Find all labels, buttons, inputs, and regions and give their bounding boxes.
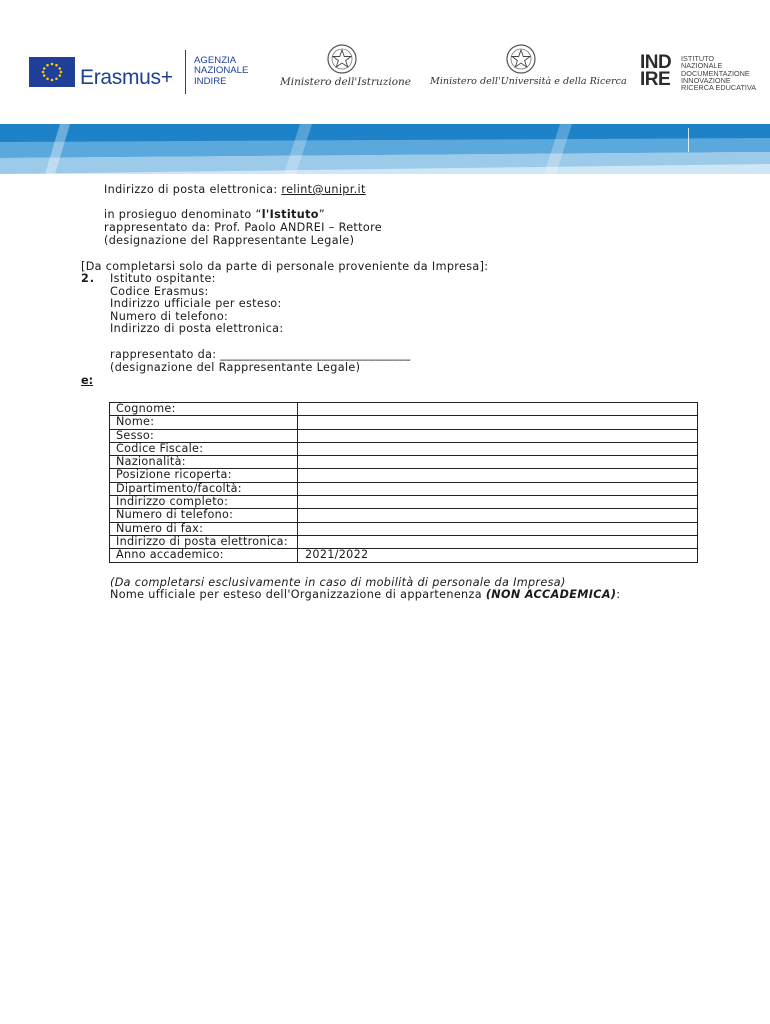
table-row bbox=[110, 403, 698, 416]
field-label: Anno accademico: bbox=[110, 549, 298, 562]
field-label: Codice Fiscale: bbox=[110, 442, 298, 455]
rappresentato-blank: rappresentato da: ________________________________ bbox=[110, 348, 411, 361]
email-line bbox=[104, 183, 366, 196]
ministry-university-logo: Ministero dell'Università e della Ricerca bbox=[430, 76, 627, 87]
table-row bbox=[110, 509, 698, 522]
field-label: Nome: bbox=[110, 416, 298, 429]
indire-logo-line: IND bbox=[640, 52, 672, 73]
indire-name-line: RICERCA EDUCATIVA bbox=[681, 83, 757, 93]
field-istituto-ospitante: Istituto ospitante: bbox=[110, 272, 216, 285]
field-label: Nazionalità: bbox=[110, 456, 298, 469]
erasmus-plus-logo-text: Erasmus+ bbox=[80, 66, 173, 89]
denominato-suffix: ” bbox=[318, 208, 325, 221]
non-accademica-label: (NON ACCADEMICA) bbox=[485, 588, 617, 601]
table-row bbox=[110, 496, 698, 509]
field-label: Numero di fax: bbox=[110, 522, 298, 535]
field-label: Indirizzo completo: bbox=[110, 496, 298, 509]
field-value[interactable] bbox=[298, 469, 698, 482]
field-indirizzo-ufficiale: Indirizzo ufficiale per esteso: bbox=[110, 297, 282, 310]
table-row bbox=[110, 482, 698, 495]
italian-emblem-icon bbox=[325, 42, 359, 79]
section-number: 2. bbox=[81, 272, 96, 285]
indire-logo bbox=[640, 54, 671, 88]
denominato-prefix: in prosieguo denominato “ bbox=[104, 208, 262, 221]
indire-logo-line: IRE bbox=[640, 69, 671, 90]
logo-divider bbox=[185, 50, 186, 94]
indire-name-line: INNOVAZIONE bbox=[681, 75, 731, 85]
field-numero-telefono: Numero di telefono: bbox=[110, 310, 229, 323]
agency-line: NAZIONALE bbox=[194, 65, 249, 77]
e-label: e: bbox=[81, 374, 94, 387]
table-row bbox=[110, 469, 698, 482]
impresa-note: [Da completarsi solo da parte di personale proveniente da Impresa]: bbox=[81, 260, 489, 273]
rappresentato-line: rappresentato da: Prof. Paolo ANDREI – Rettore bbox=[104, 221, 383, 234]
field-label: Sesso: bbox=[110, 429, 298, 442]
denominato-line bbox=[104, 208, 325, 221]
email-link[interactable]: relint@unipr.it bbox=[281, 183, 366, 196]
italian-emblem-icon bbox=[504, 42, 538, 79]
table-row bbox=[110, 522, 698, 535]
field-posta-elettronica: Indirizzo di posta elettronica: bbox=[110, 322, 284, 335]
organization-line bbox=[110, 588, 620, 601]
header-banner bbox=[0, 124, 770, 174]
personal-data-table bbox=[109, 402, 698, 563]
field-value[interactable] bbox=[298, 416, 698, 429]
agenzia-nazionale-logo bbox=[194, 56, 248, 87]
field-value[interactable] bbox=[298, 522, 698, 535]
field-value[interactable] bbox=[298, 535, 698, 548]
field-value[interactable] bbox=[298, 482, 698, 495]
table-row bbox=[110, 416, 698, 429]
table-row bbox=[110, 535, 698, 548]
ministry-education-logo: Ministero dell'Istruzione bbox=[280, 76, 411, 88]
email-label: Indirizzo di posta elettronica: bbox=[104, 183, 278, 196]
field-value[interactable]: 2021/2022 bbox=[298, 549, 698, 562]
field-label: Numero di telefono: bbox=[110, 509, 298, 522]
agency-line: INDIRE bbox=[194, 75, 227, 87]
field-label: Posizione ricoperta: bbox=[110, 469, 298, 482]
indire-name-line: ISTITUTO bbox=[681, 54, 715, 63]
indire-full-name bbox=[681, 55, 756, 91]
table-row bbox=[110, 456, 698, 469]
table-row bbox=[110, 549, 698, 562]
field-codice-erasmus: Codice Erasmus: bbox=[110, 285, 209, 298]
mobility-note: (Da completarsi esclusivamente in caso di mobilità di personale da Impresa) bbox=[110, 576, 566, 589]
agency-line: AGENZIA bbox=[194, 55, 237, 66]
field-value[interactable] bbox=[298, 403, 698, 416]
field-value[interactable] bbox=[298, 456, 698, 469]
indire-name-line: DOCUMENTAZIONE bbox=[681, 68, 750, 78]
field-value[interactable] bbox=[298, 509, 698, 522]
field-value[interactable] bbox=[298, 496, 698, 509]
field-label: Cognome: bbox=[110, 403, 298, 416]
field-value[interactable] bbox=[298, 442, 698, 455]
organization-colon: : bbox=[616, 588, 621, 601]
designazione-line-2: (designazione del Rappresentante Legale) bbox=[110, 361, 361, 374]
field-label: Dipartimento/facoltà: bbox=[110, 482, 298, 495]
field-value[interactable] bbox=[298, 429, 698, 442]
istituto-term: l'Istituto bbox=[261, 208, 319, 221]
designazione-line: (designazione del Rappresentante Legale) bbox=[104, 234, 355, 247]
table-row bbox=[110, 429, 698, 442]
eu-flag-logo bbox=[29, 57, 75, 87]
field-label: Indirizzo di posta elettronica: bbox=[110, 535, 298, 548]
table-row bbox=[110, 442, 698, 455]
indire-name-line: NAZIONALE bbox=[681, 61, 723, 71]
organization-label: Nome ufficiale per esteso dell'Organizzazione di appartenenza bbox=[110, 588, 486, 601]
